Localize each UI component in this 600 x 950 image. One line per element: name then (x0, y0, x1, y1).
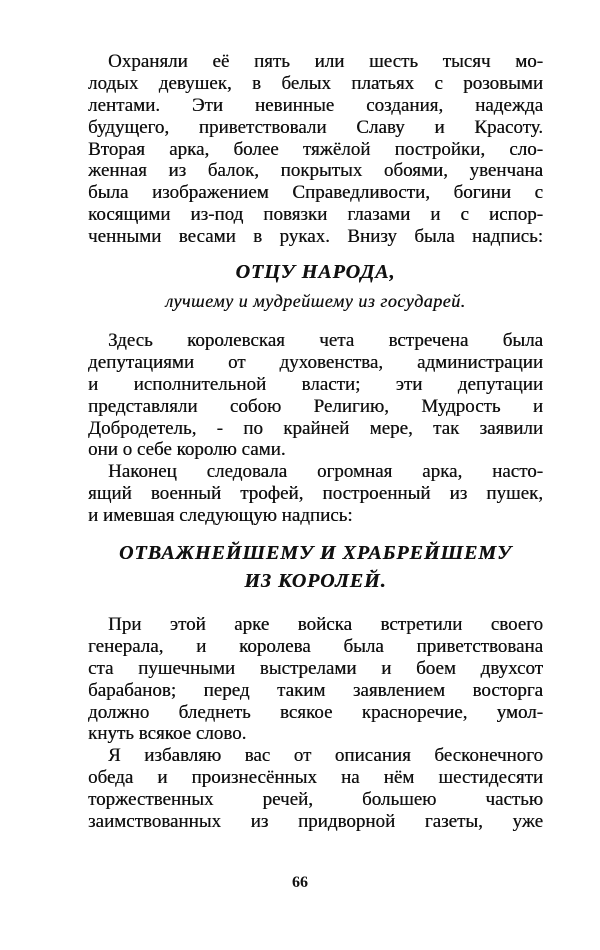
text-line: заимствованных из придворной газеты, уже (88, 811, 543, 833)
text-line: ста пушечными выстрелами и боем двухсот (88, 657, 543, 679)
inscription-line: ОТВАЖНЕЙШЕМУ И ХРАБРЕЙШЕМУ (118, 542, 513, 564)
text-line: ящий военный трофей, построенный из пушек, (88, 483, 543, 505)
text-line: лентами. Эти невинные создания, надежда (88, 94, 543, 116)
page-number: 66 (292, 874, 308, 891)
text-line: Здесь королевская чета встречена была (108, 330, 543, 351)
text-line: должно бледнеть всякое красноречие, умол- (88, 701, 543, 723)
paragraph-1 (88, 51, 543, 248)
text-line: представляли собою Религию, Мудрость и (88, 395, 543, 417)
text-line: они о себе королю сами. (88, 439, 286, 461)
text-line: При этой арке войска встретили своего (108, 614, 543, 635)
text-line: Добродетель, - по крайней мере, так заявили (88, 417, 543, 439)
text-line: будущего, приветствовали Славу и Красоту. (88, 116, 543, 138)
text-line: Охраняли её пять или шесть тысяч мо- (108, 51, 543, 72)
paragraph-4 (88, 614, 543, 833)
text-line: обеда и произнесённых на нём шестидесяти (88, 767, 543, 789)
text-line: ченными весами в руках. Внизу была надпись: (88, 226, 543, 248)
text-line: Вторая арка, более тяжёлой постройки, сло- (88, 138, 543, 160)
text-line: Наконец следовала огромная арка, насто- (108, 461, 543, 483)
text-line: генерала, и королева была приветствована (88, 635, 543, 657)
inscription-1 (88, 259, 543, 314)
text-line: барабанов; перед таким заявлением восторга (88, 679, 543, 701)
text-line: Я избавляю вас от описания бесконечного (108, 745, 543, 767)
inscription-subtitle: лучшему и мудрейшему из государей. (165, 291, 466, 311)
text-line: и исполнительной власти; эти депутации (88, 373, 543, 395)
text-line: была изображением Справедливости, богини с (88, 182, 543, 204)
inscription-title: ОТЦУ НАРОДА, (235, 261, 396, 283)
paragraph-2 (88, 330, 543, 527)
text-line: лодых девушек, в белых платьях с розовыми (88, 72, 543, 94)
text-line: кнуть всякое слово. (88, 723, 247, 745)
text-line: и имевшая следующую надпись: (88, 505, 353, 527)
text-line: косящими из-под повязки глазами и с испор- (88, 204, 543, 226)
text-line: депутациями от духовенства, администрации (88, 351, 543, 373)
inscription-2 (88, 540, 543, 594)
inscription-line: ИЗ КОРОЛЕЙ. (244, 570, 387, 592)
text-line: женная из балок, покрытых обоями, увенчана (88, 160, 543, 182)
text-line: торжественных речей, большею частью (88, 789, 543, 811)
